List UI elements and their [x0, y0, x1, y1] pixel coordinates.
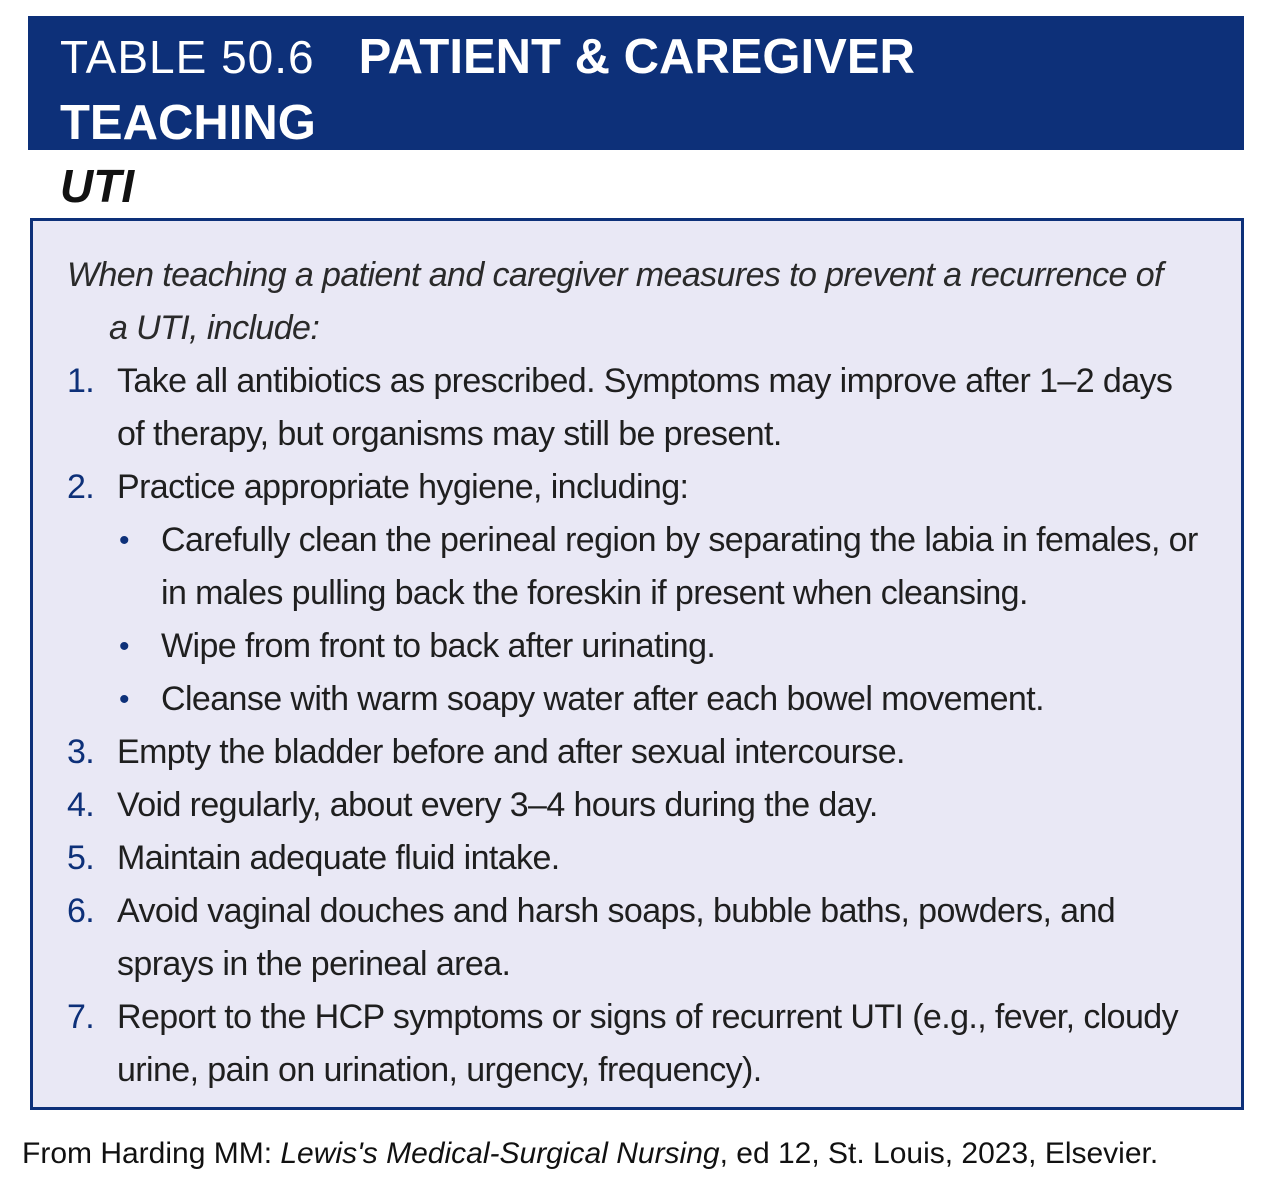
intro-line1: When teaching a patient and caregiver measures to prevent a recurrence of	[67, 256, 1163, 294]
list-item-text: Maintain adequate fluid intake.	[117, 839, 560, 877]
list-number: 4.	[67, 786, 95, 824]
bullet-item-3	[67, 673, 1227, 726]
list-item-text-cont: of therapy, but organisms may still be present.	[117, 415, 782, 453]
bullet-text: Cleanse with warm soapy water after each bowel movement.	[161, 680, 1044, 718]
bullet-icon: •	[119, 524, 129, 557]
list-number: 6.	[67, 892, 95, 930]
list-item-4	[67, 779, 1227, 832]
source-citation	[22, 1132, 1158, 1176]
citation-prefix: From Harding MM:	[22, 1137, 281, 1170]
list-number: 2.	[67, 468, 95, 506]
table-title-line1: PATIENT & CAREGIVER	[358, 30, 915, 84]
table-title-line2: TEACHING	[60, 96, 316, 150]
bullet-text-cont: in males pulling back the foreskin if present when cleansing.	[161, 574, 1028, 612]
list-number: 7.	[67, 998, 95, 1036]
list-item-text: Practice appropriate hygiene, including:	[117, 468, 689, 506]
list-item-text: Void regularly, about every 3–4 hours during the day.	[117, 786, 878, 824]
teaching-list	[67, 355, 1227, 1097]
citation-suffix: , ed 12, St. Louis, 2023, Elsevier.	[719, 1137, 1159, 1170]
intro-text	[67, 249, 1217, 355]
list-item-2	[67, 461, 1227, 514]
table-number: TABLE 50.6	[60, 31, 315, 83]
list-item-1	[67, 355, 1227, 461]
bullet-icon: •	[119, 630, 129, 663]
list-item-text: Avoid vaginal douches and harsh soaps, bubble baths, powders, and	[117, 892, 1116, 930]
list-number: 1.	[67, 362, 95, 400]
bullet-text: Carefully clean the perineal region by separating the labia in females, or	[161, 521, 1198, 559]
list-number: 3.	[67, 733, 95, 771]
list-item-3	[67, 726, 1227, 779]
bullet-text: Wipe from front to back after urinating.	[161, 627, 716, 665]
list-item-text: Report to the HCP symptoms or signs of recurrent UTI (e.g., fever, cloudy	[117, 998, 1179, 1036]
list-item-text-cont: sprays in the perineal area.	[117, 945, 511, 983]
list-item-text: Take all antibiotics as prescribed. Symptoms may improve after 1–2 days	[117, 362, 1173, 400]
intro-line2: a UTI, include:	[109, 309, 320, 347]
list-number: 5.	[67, 839, 95, 877]
bullet-item-1	[67, 514, 1227, 620]
list-item-7	[67, 991, 1227, 1097]
list-item-6	[67, 885, 1227, 991]
list-item-text-cont: urine, pain on urination, urgency, frequency).	[117, 1051, 762, 1089]
bullet-item-2	[67, 620, 1227, 673]
table-header	[28, 16, 1244, 150]
bullet-icon: •	[119, 683, 129, 716]
table-subtitle: UTI	[60, 160, 135, 212]
teaching-content-box	[30, 218, 1244, 1110]
list-item-text: Empty the bladder before and after sexual intercourse.	[117, 733, 905, 771]
list-item-5	[67, 832, 1227, 885]
citation-source-title: Lewis's Medical-Surgical Nursing	[280, 1137, 720, 1170]
